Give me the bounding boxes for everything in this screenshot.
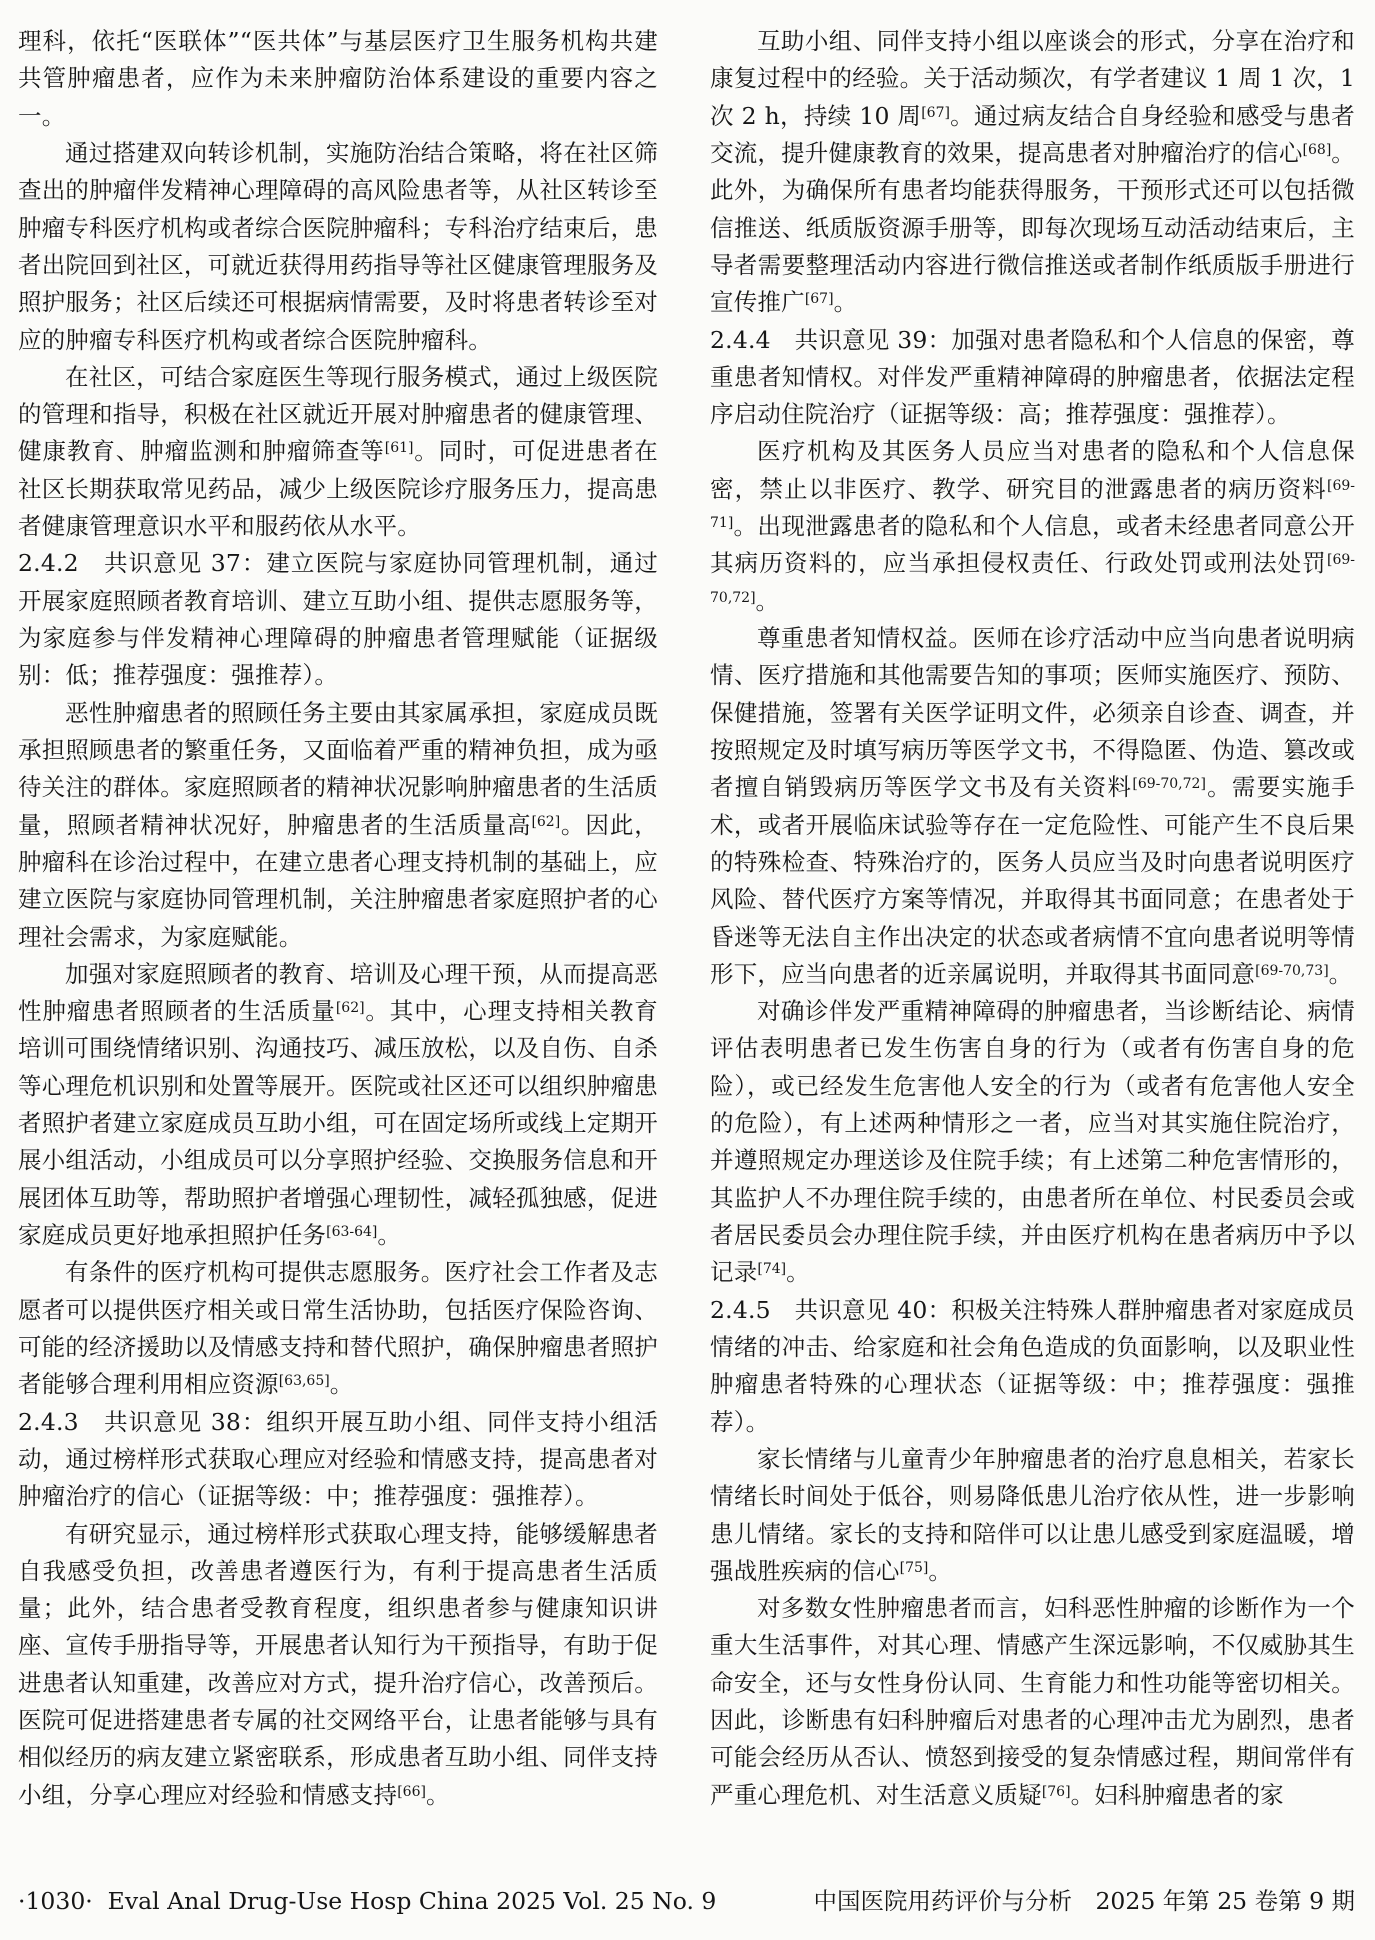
section-heading: 2.4.4 共识意见 39：加强对患者隐私和个人信息的保密，尊重患者知情权。对伴发严重精神障碍的肿瘤患者，依据法定程序启动住院治疗（证据等级：高；推荐强度：强推荐）。 (710, 325, 1355, 429)
citation-ref: [63,65] (278, 1373, 330, 1390)
citation-ref: [67] (804, 291, 834, 308)
section-heading: 2.4.5 共识意见 40：积极关注特殊人群肿瘤患者对家庭成员情绪的冲击、给家庭和社会角色造成的负面影响，以及职业性肿瘤患者特殊的心理状态（证据等级：中；推荐强度：强推荐）。 (710, 1295, 1355, 1436)
citation-ref: [61] (384, 440, 414, 457)
footer-left: ·1030· Eval Anal Drug-Use Hosp China 2025 Vol. 25 No. 9 (18, 1887, 717, 1915)
citation-ref: [63-64] (326, 1224, 378, 1240)
citation-ref: [69-71] (710, 477, 1355, 532)
paragraph: 对确诊伴发严重精神障碍的肿瘤患者，当诊断结论、病情评估表明患者已发生伤害自身的行为（或者有伤害自身的危险），或已经发生危害他人安全的行为（或者有危害他人安全的危险），有上述两种情形之一者，应当对其实施住院治疗，并遵照规定办理送诊及住院手续；有上述第二种危害情形的，其监护人不办理住院手续的，由患者所在单位、村民委员会或者居民委员会办理住院手续，并由医疗机构在患者病历中予以记录[74]。 (710, 997, 1355, 1287)
page-body (18, 23, 1355, 1814)
section-heading: 2.4.3 共识意见 38：组织开展互助小组、同伴支持小组活动，通过榜样形式获取心理应对经验和情感支持，提高患者对肿瘤治疗的信心（证据等级：中；推荐强度：强推荐）。 (18, 1407, 658, 1511)
citation-ref: [74] (757, 1261, 787, 1278)
column-left (18, 23, 658, 1814)
paragraph: 在社区，可结合家庭医生等现行服务模式，通过上级医院的管理和指导，积极在社区就近开展对肿瘤患者的健康管理、健康教育、肿瘤监测和肿瘤筛查等[61]。同时，可促进患者在社区长期获取常见药品，减少上级医院诊疗服务压力，提高患者健康管理意识水平和服药依从水平。 (18, 362, 658, 541)
citation-ref: [62] (531, 813, 561, 830)
page-footer (18, 1886, 1355, 1916)
citation-ref: [69-70,73] (1255, 962, 1329, 979)
citation-ref: [67] (921, 104, 950, 121)
paragraph: 恶性肿瘤患者的照顾任务主要由其家属承担，家庭成员既承担照顾患者的繁重任务，又面临着严重的精神负担，成为亟待关注的群体。家庭照顾者的精神状况影响肿瘤患者的生活质量，照顾者精神状况好，肿瘤患者的生活质量高[62]。因此，肿瘤科在诊治过程中，在建立患者心理支持机制的基础上，应建立医院与家庭协同管理机制，关注肿瘤患者家庭照护者的心理社会需求，为家庭赋能。 (18, 698, 658, 951)
citation-ref: [75] (899, 1559, 929, 1576)
paragraph: 尊重患者知情权益。医师在诊疗活动中应当向患者说明病情、医疗措施和其他需要告知的事项；医师实施医疗、预防、保健措施，签署有关医学证明文件，必须亲自诊查、调查，并按照规定及时填写病历等医学文书，不得隐匿、伪造、篡改或者擅自销毁病历等医学文书及有关资料[69-70,72]。需要实施手术，或者开展临床试验等存在一定危险性、可能产生不良后果的特殊检查、特殊治疗的，医务人员应当及时向患者说明医疗风险、替代医疗方案等情况，并取得其书面同意；在患者处于昏迷等无法自主作出决定的状态或者病情不宜向患者说明等情形下，应当向患者的近亲属说明，并取得其书面同意[69-70,73]。 (710, 624, 1355, 988)
citation-ref: [66] (397, 1783, 426, 1800)
paragraph: 对多数女性肿瘤患者而言，妇科恶性肿瘤的诊断作为一个重大生活事件，对其心理、情感产生深远影响，不仅威胁其生命安全，还与女性身份认同、生育能力和性功能等密切相关。因此，诊断患有妇科肿瘤后对患者的心理冲击尤为剧烈，患者可能会经历从否认、愤怒到接受的复杂情感过程，期间常伴有严重心理危机、对生活意义质疑[76]。妇科肿瘤患者的家 (710, 1594, 1355, 1809)
paragraph: 有条件的医疗机构可提供志愿服务。医疗社会工作者及志愿者可以提供医疗相关或日常生活协助，包括医疗保险咨询、可能的经济援助以及情感支持和替代照护，确保肿瘤患者照护者能够合理利用相应资源[63,65]。 (18, 1258, 658, 1399)
paragraph: 互助小组、同伴支持小组以座谈会的形式，分享在治疗和康复过程中的经验。关于活动频次，有学者建议 1 周 1 次，1 次 2 h，持续 10 周[67]。通过病友结合自身经验和感受与患者交流，提升健康教育的效果，提高患者对肿瘤治疗的信心[68]。此外，为确保所有患者均能获得服务，干预形式还可以包括微信推送、纸质版资源手册等，即每次现场互动活动结束后，主导者需要整理活动内容进行微信推送或者制作纸质版手册进行宣传推广[67]。 (710, 27, 1355, 317)
paragraph: 家长情绪与儿童青少年肿瘤患者的治疗息息相关，若家长情绪长时间处于低谷，则易降低患儿治疗依从性，进一步影响患儿情绪。家长的支持和陪伴可以让患儿感受到家庭温暖，增强战胜疾病的信心[75]。 (710, 1444, 1355, 1585)
section-heading: 2.4.2 共识意见 37：建立医院与家庭协同管理机制，通过开展家庭照顾者教育培训、建立互助小组、提供志愿服务等，为家庭参与伴发精神心理障碍的肿瘤患者管理赋能（证据级别：低；推荐强度：强推荐）。 (18, 549, 658, 690)
citation-ref: [76] (1041, 1783, 1071, 1800)
paragraph: 医疗机构及其医务人员应当对患者的隐私和个人信息保密，禁止以非医疗、教学、研究目的泄露患者的病历资料[69-71]。出现泄露患者的隐私和个人信息，或者未经患者同意公开其病历资料的，应当承担侵权责任、行政处罚或刑法处罚[69-70,72]。 (710, 437, 1355, 615)
paragraph: 理科，依托“医联体”“医共体”与基层医疗卫生服务机构共建共管肿瘤患者，应作为未来肿瘤防治体系建设的重要内容之一。 (18, 27, 658, 130)
citation-ref: [62] (335, 1000, 365, 1017)
footer-right: 中国医院用药评价与分析 2025 年第 25 卷第 9 期 (813, 1887, 1355, 1915)
paragraph: 通过搭建双向转诊机制，实施防治结合策略，将在社区筛查出的肿瘤伴发精神心理障碍的高风险患者等，从社区转诊至肿瘤专科医疗机构或者综合医院肿瘤科；专科治疗结束后，患者出院回到社区，可就近获得用药指导等社区健康管理服务及照护服务；社区后续还可根据病情需要，及时将患者转诊至对应的肿瘤专科医疗机构或者综合医院肿瘤科。 (18, 138, 658, 354)
citation-ref: [69-70,72] (1132, 776, 1206, 793)
citation-ref: [68] (1302, 141, 1332, 158)
paragraph: 有研究显示，通过榜样形式获取心理支持，能够缓解患者自我感受负担，改善患者遵医行为，有利于提高患者生活质量；此外，结合患者受教育程度，组织患者参与健康知识讲座、宣传手册指导等，开展患者认知行为干预指导，有助于促进患者认知重建，改善应对方式，提升治疗信心，改善预后。医院可促进搭建患者专属的社交网络平台，让患者能够与具有相似经历的病友建立紧密联系，形成患者互助小组、同伴支持小组，分享心理应对经验和情感支持[66]。 (18, 1519, 658, 1809)
paragraph: 加强对家庭照顾者的教育、培训及心理干预，从而提高恶性肿瘤患者照顾者的生活质量[62]。其中，心理支持相关教育培训可围绕情绪识别、沟通技巧、减压放松，以及自伤、自杀等心理危机识别和处置等展开。医院或社区还可以组织肿瘤患者照护者建立家庭成员互助小组，可在固定场所或线上定期开展小组活动，小组成员可以分享照护经验、交换服务信息和开展团体互助等，帮助照护者增强心理韧性，减轻孤独感，促进家庭成员更好地承担照护任务[63-64]。 (18, 959, 658, 1249)
citation-ref: [69-70,72] (710, 552, 1355, 606)
column-right (710, 23, 1355, 1814)
